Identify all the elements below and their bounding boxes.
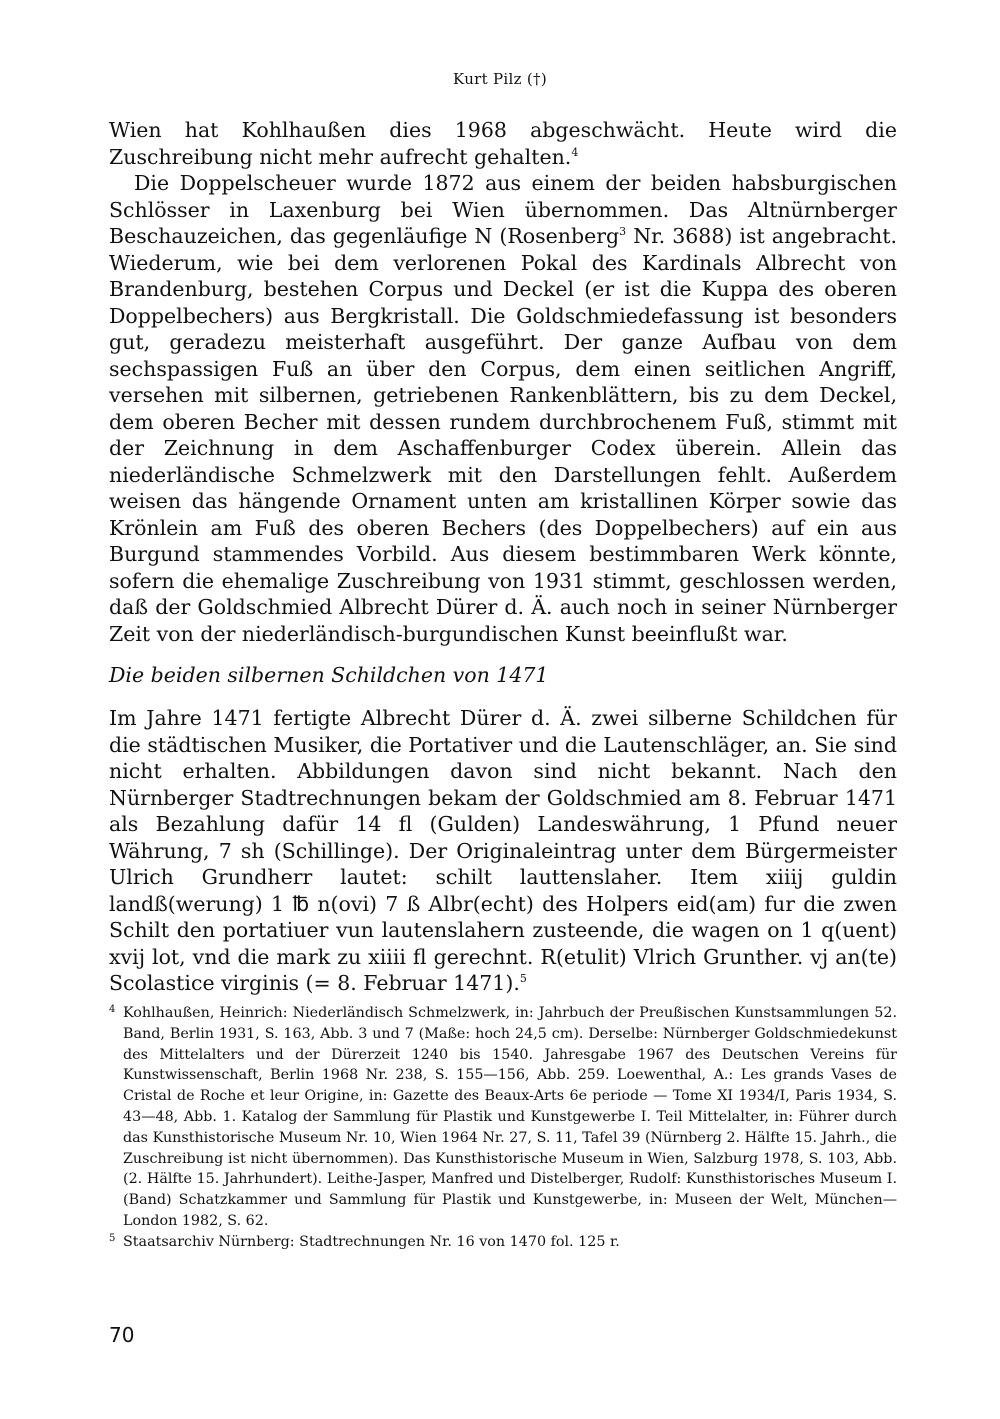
section-heading: Die beiden silbernen Schildchen von 1471 [109, 663, 549, 687]
main-text [109, 117, 897, 647]
paragraph-3-text: Im Jahre 1471 fertigte Albrecht Dürer d. Ä. zwei silberne Schildchen für die städtischen Musiker, die Portativer und die Lautenschläger, an. Sie sind nicht erhalten. Abbildungen davon sind nicht bekannt. Nach den Nürnberger Stadtrechnungen bekam der Goldschmied am 8. Februar 1471 als Bezahlung dafür 14 fl (Gulden) Landeswährung, 1 Pfund neuer Währung, 7 sh (Schillinge). Der Originaleintrag unter dem Bürgermeister Ulrich Grundherr lautet: schilt lauttenslaher. Item xiiij guldin landß(werung) 1 ℔ n(ovi) 7 ß Albr(echt) des Holpers eid(am) fur die zwen Schilt den portatiuer vun lautenslahern zusteende, die wagen on 1 q(uent) xvij lot, vnd die mark zu xiiii fl gerechnt. R(etulit) Vlrich Grunther. vj an(te) Scolastice virginis (= 8. Februar 1471). [109, 706, 897, 995]
paragraph-2-text-a: Die Doppelscheuer wurde 1872 aus einem der beiden habsburgischen Schlösser in Laxenburg bei Wien übernommen. Das Altnürnberger Beschauzeichen, das gegenläufige N (Rosenberg [109, 171, 897, 248]
footnote-ref-5[interactable]: 5 [519, 972, 527, 986]
paragraph-3 [109, 705, 897, 997]
footnote-ref-4[interactable]: 4 [571, 145, 579, 159]
page-number: 70 [109, 1323, 135, 1347]
footnote-text: Staatsarchiv Nürnberg: Stadtrechnungen Nr. 16 von 1470 fol. 125 r. [123, 1233, 620, 1250]
paragraph-2-text-b: Nr. 3688) ist angebracht. Wiederum, wie bei dem verlorenen Pokal des Kardinals Albrecht von Brandenburg, bestehen Corpus und Deckel (er ist die Kuppa des oberen Doppelbechers) aus Bergkristall. Die Goldschmiedefassung ist besonders gut, geradezu meisterhaft ausgeführt. Der ganze Aufbau von dem sechspassigen Fuß an über den Corpus, dem einen seitlichen Angriff, versehen mit silbernen, getriebenen Rankenblättern, bis zu dem Deckel, dem oberen Becher mit dessen rundem durchbrochenem Fuß, stimmt mit der Zeichnung in dem Aschaffenburger Codex überein. Allein das niederländische Schmelzwerk mit den Darstellungen fehlt. Außerdem weisen das hängende Ornament unten am kristallinen Körper sowie das Krönlein am Fuß des oberen Bechers (des Doppelbechers) auf ein aus Burgund stammendes Vorbild. Aus diesem bestimmbaren Werk könnte, sofern die ehemalige Zuschreibung von 1931 stimmt, geschlossen werden, daß der Goldschmied Albrecht Dürer d. Ä. auch noch in seiner Nürnberger Zeit von der niederländisch-burgundischen Kunst beeinflußt war. [109, 224, 897, 646]
footnote-text: Kohlhaußen, Heinrich: Niederländisch Schmelzwerk, in: Jahrbuch der Preußischen Kunstsammlungen 52. Band, Berlin 1931, S. 163, Abb. 3 und 7 (Maße: hoch 24,5 cm). Derselbe: Nürnberger Goldschmiedekunst des Mittelalters und der Dürerzeit 1240 bis 1540. Jahresgabe 1967 des Deutschen Vereins für Kunstwissenschaft, Berlin 1968 Nr. 238, S. 155—156, Abb. 259. Loewenthal, A.: Les grands Vases de Cristal de Roche et leur Origine, in: Gazette des Beaux-Arts 6e periode — Tome XI 1934/I, Paris 1934, S. 43—48, Abb. 1. Katalog der Sammlung für Plastik und Kunstgewerbe I. Teil Mittelalter, in: Führer durch das Kunsthistorische Museum Nr. 10, Wien 1964 Nr. 27, S. 11, Tafel 39 (Nürnberg 2. Hälfte 15. Jahrh., die Zuschreibung ist nicht übernommen). Das Kunsthistorische Museum in Wien, Salzburg 1978, S. 103, Abb. (2. Hälfte 15. Jahrhundert). Leithe-Jasper, Manfred und Distelberger, Rudolf: Kunsthistorisches Museum I. (Band) Schatzkammer und Sammlung für Plastik und Kunstgewerbe, in: Museen der Welt, München—London 1982, S. 62. [123, 1005, 897, 1229]
footnote-ref-3[interactable]: 3 [619, 225, 627, 239]
footnote-5 [109, 1232, 897, 1253]
paragraph-1 [109, 117, 897, 170]
paragraph-2 [109, 170, 897, 647]
running-head: Kurt Pilz (†) [453, 70, 547, 88]
footnotes [109, 1003, 897, 1253]
footnote-mark: 5 [109, 1232, 116, 1244]
footnote-mark: 4 [109, 1004, 116, 1015]
section-text [109, 705, 897, 997]
paragraph-1-text: Wien hat Kohlhaußen dies 1968 abgeschwächt. Heute wird die Zuschreibung nicht mehr aufrecht gehalten. [109, 118, 897, 169]
footnote-4 [109, 1003, 897, 1232]
